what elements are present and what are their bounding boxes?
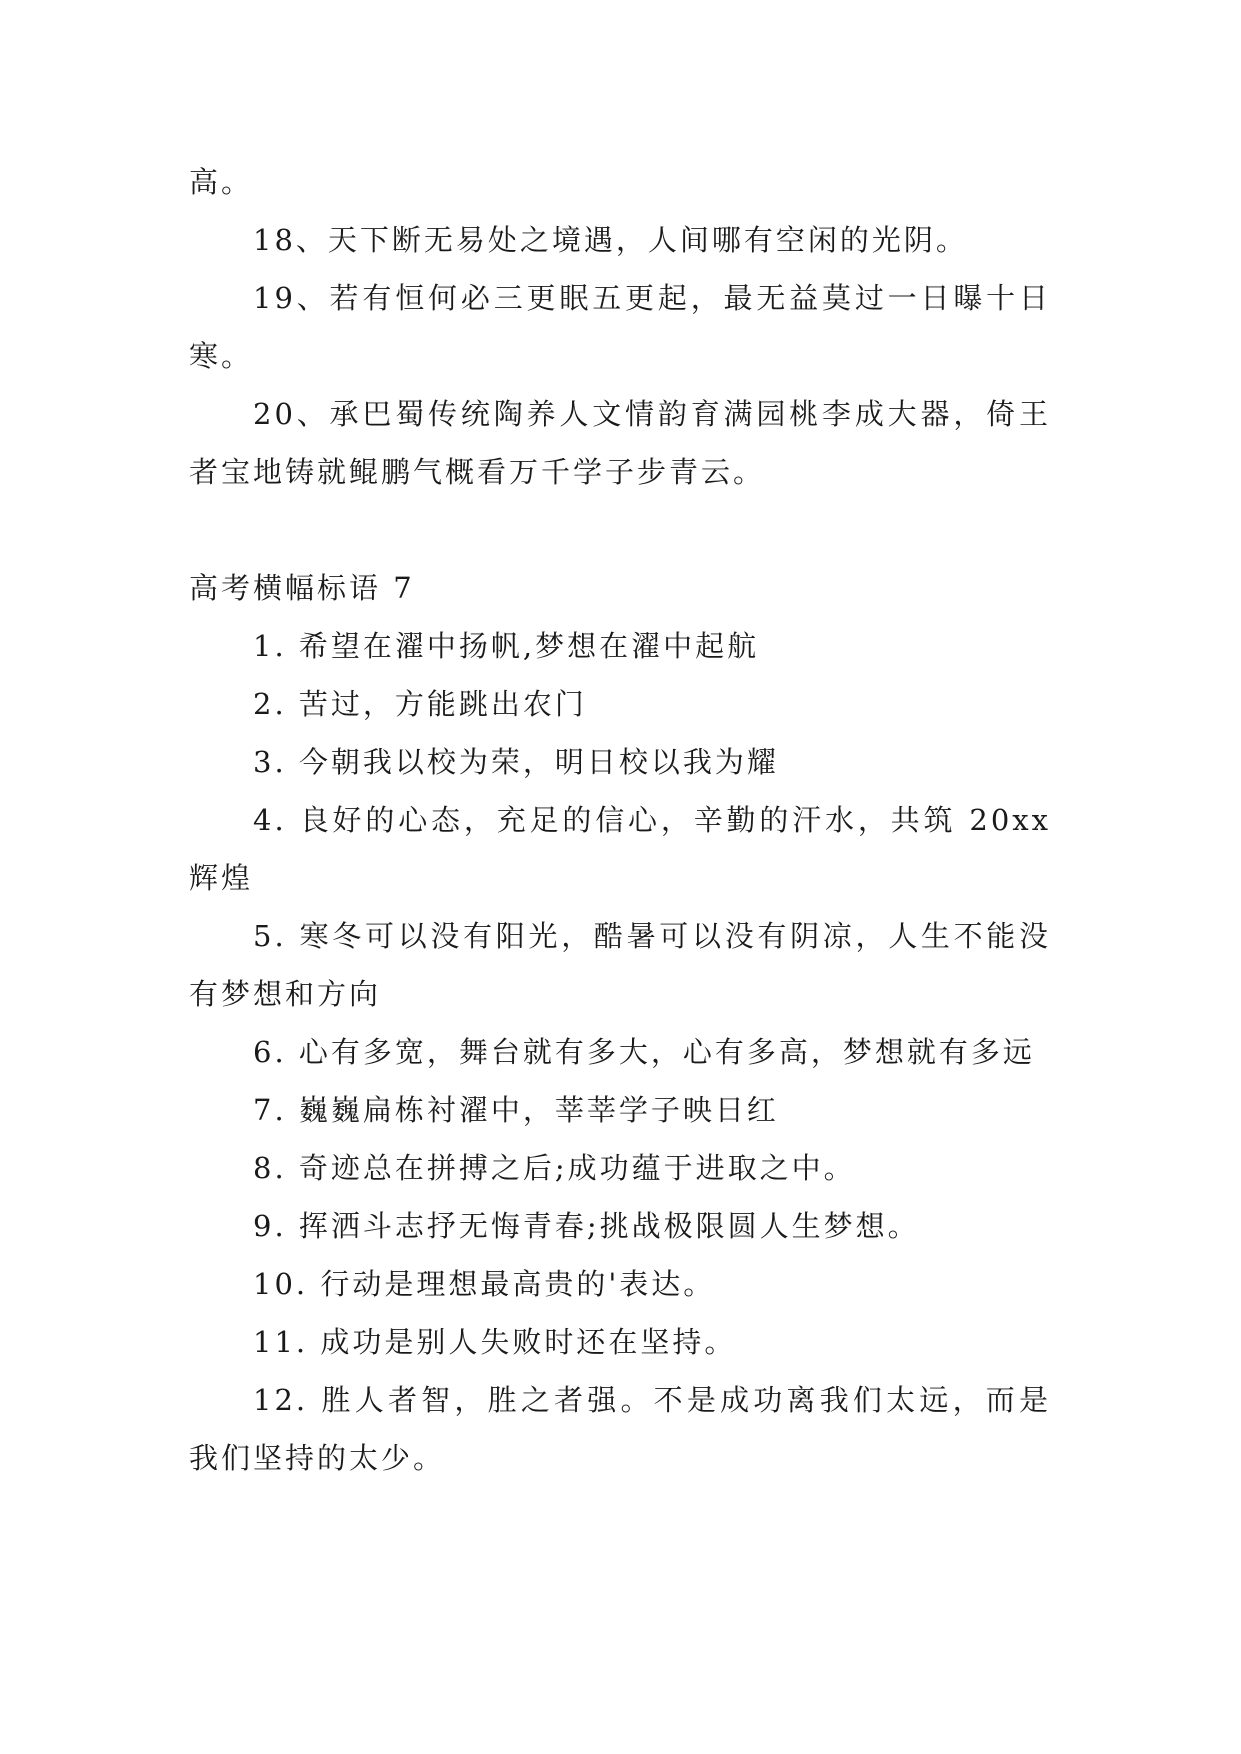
list-item: 6. 心有多宽，舞台就有多大，心有多高，梦想就有多远 [253, 1035, 1035, 1069]
continued-line: 高。 [189, 165, 254, 199]
slogan-20: 20、承巴蜀传统陶养人文情韵育满园桃李成大器，倚王者宝地铸就鲲鹏气概看万千学子步青云。 [189, 397, 1051, 489]
list-item: 1. 希望在濯中扬帆,梦想在濯中起航 [253, 629, 760, 663]
list-item: 11. 成功是别人失败时还在坚持。 [253, 1325, 737, 1359]
list-item: 10. 行动是理想最高贵的'表达。 [253, 1267, 716, 1301]
list-item: 2. 苦过，方能跳出农门 [253, 687, 587, 721]
document-page [189, 153, 1051, 1487]
list-item: 3. 今朝我以校为荣，明日校以我为耀 [253, 745, 779, 779]
section-gap [189, 501, 1051, 559]
list-item: 8. 奇迹总在拼搏之后;成功蕴于进取之中。 [253, 1151, 856, 1185]
section-heading: 高考横幅标语 7 [189, 571, 415, 605]
slogan-18: 18、天下断无易处之境遇，人间哪有空闲的光阴。 [253, 223, 968, 257]
slogan-19: 19、若有恒何必三更眠五更起，最无益莫过一日曝十日寒。 [189, 281, 1051, 373]
list-item: 7. 巍巍扁栋衬濯中，莘莘学子映日红 [253, 1093, 779, 1127]
list-item: 9. 挥洒斗志抒无悔青春;挑战极限圆人生梦想。 [253, 1209, 920, 1243]
list-item: 12. 胜人者智，胜之者强。不是成功离我们太远，而是我们坚持的太少。 [189, 1383, 1051, 1475]
list-item: 5. 寒冬可以没有阳光，酷暑可以没有阴凉，人生不能没有梦想和方向 [189, 919, 1051, 1011]
list-item: 4. 良好的心态，充足的信心，辛勤的汗水，共筑 20xx 辉煌 [189, 803, 1051, 895]
